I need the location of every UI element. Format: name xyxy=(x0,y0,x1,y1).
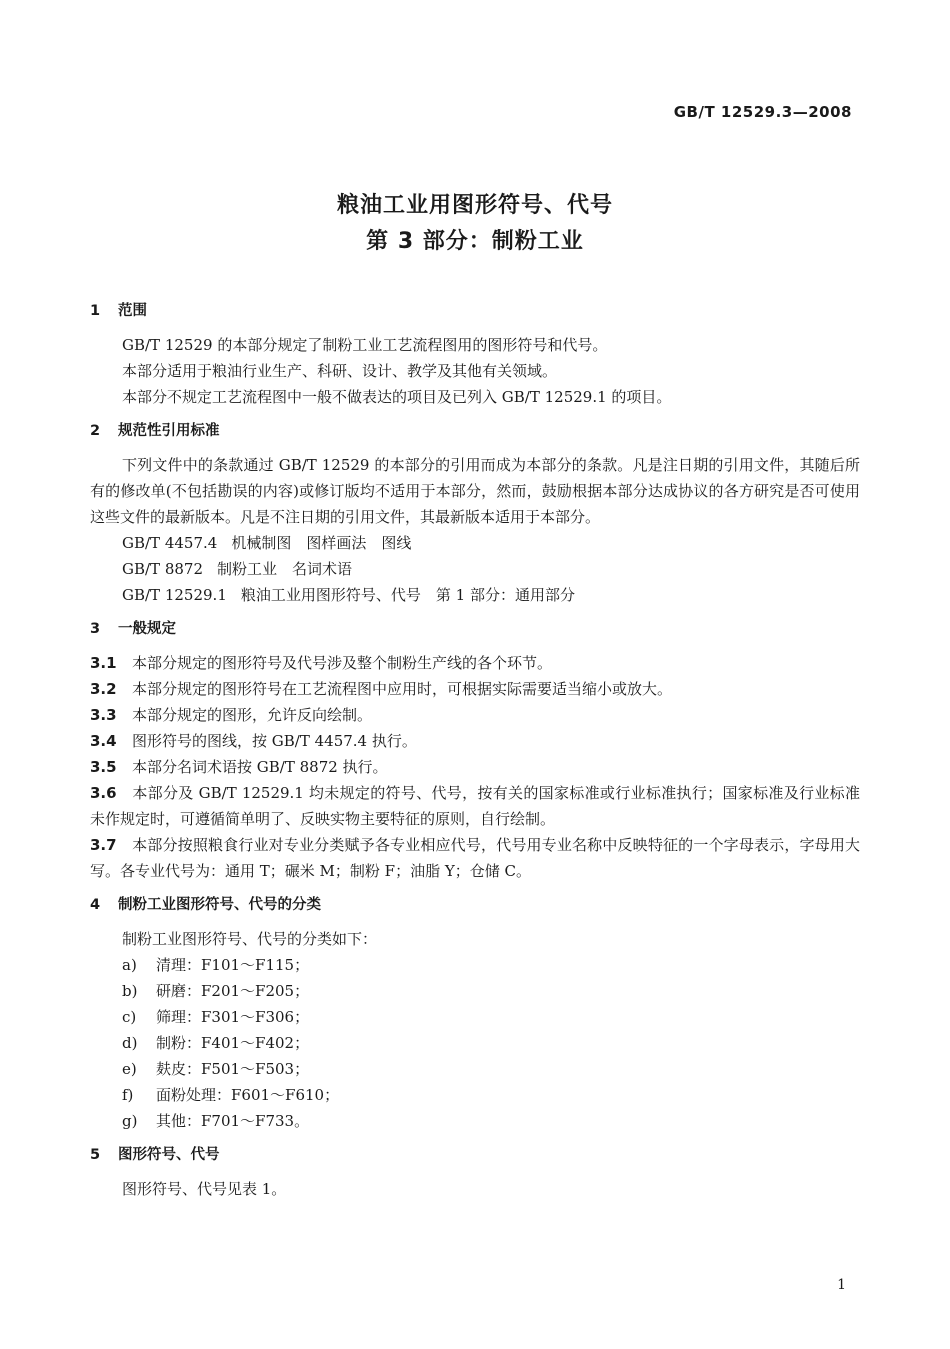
clause-number: 3.7 xyxy=(90,836,117,854)
clause xyxy=(90,728,860,754)
paragraph: 制粉工业图形符号、代号的分类如下： xyxy=(122,930,378,948)
list-text: 其他：F701～F733。 xyxy=(156,1112,310,1130)
list-item xyxy=(90,952,860,978)
list-label: f) xyxy=(122,1086,134,1104)
clause-number: 3.2 xyxy=(90,680,117,698)
clause-text: 本部分规定的图形符号在工艺流程图中应用时，可根据实际需要适当缩小或放大。 xyxy=(132,680,673,698)
list-text: 筛理：F301～F306； xyxy=(156,1008,310,1026)
list-item xyxy=(90,978,860,1004)
standard-number: GB/T 12529.3—2008 xyxy=(673,103,852,121)
list-item xyxy=(90,1056,860,1082)
list-item xyxy=(90,1030,860,1056)
reference-item xyxy=(90,530,860,556)
list-label: g) xyxy=(122,1112,138,1130)
clause xyxy=(90,650,860,676)
section-heading-1 xyxy=(90,298,860,324)
reference-title: 机械制图 图样画法 图线 xyxy=(231,534,412,552)
section-title: 一般规定 xyxy=(118,621,176,637)
list-text: 麸皮：F501～F503； xyxy=(156,1060,310,1078)
paragraph: 下列文件中的条款通过 GB/T 12529 的本部分的引用而成为本部分的条款。凡是注日期的引用文件，其随后所有的修改单(不包括勘误的内容)或修订版均不适用于本部分，然而，鼓励根据本部分达成协议的各方研究是否可使用这些文件的最新版本。凡是不注日期的引用文件，其最新版本适用于本部分。 xyxy=(90,456,860,526)
paragraph: 本部分适用于粮油行业生产、科研、设计、教学及其他有关领域。 xyxy=(122,362,558,380)
reference-code: GB/T 12529.1 xyxy=(122,586,227,604)
section-title: 图形符号、代号 xyxy=(118,1147,220,1163)
section-number: 1 xyxy=(90,303,101,319)
paragraph: 本部分不规定工艺流程图中一般不做表达的项目及已列入 GB/T 12529.1 的项目。 xyxy=(122,388,672,406)
section-number: 2 xyxy=(90,423,101,439)
section-number: 5 xyxy=(90,1147,101,1163)
list-label: d) xyxy=(122,1034,138,1052)
reference-item xyxy=(90,582,860,608)
clause-text: 本部分规定的图形符号及代号涉及整个制粉生产线的各个环节。 xyxy=(132,654,553,672)
classification-list xyxy=(90,952,860,1134)
document-subtitle: 第 3 部分：制粉工业 xyxy=(366,229,584,254)
list-label: c) xyxy=(122,1008,137,1026)
reference-title: 粮油工业用图形符号、代号 第 1 部分：通用部分 xyxy=(240,586,575,604)
clause-number: 3.5 xyxy=(90,758,117,776)
list-text: 制粉：F401～F402； xyxy=(156,1034,310,1052)
section-title: 制粉工业图形符号、代号的分类 xyxy=(118,897,321,913)
clause-number: 3.1 xyxy=(90,654,117,672)
list-label: a) xyxy=(122,956,137,974)
list-item xyxy=(90,1108,860,1134)
section-title: 规范性引用标准 xyxy=(118,423,220,439)
section-heading-4 xyxy=(90,892,860,918)
clause xyxy=(90,832,860,884)
list-item xyxy=(90,1082,860,1108)
clause xyxy=(90,754,860,780)
section-title: 范围 xyxy=(118,303,147,319)
reference-code: GB/T 8872 xyxy=(122,560,204,578)
clause-text: 本部分规定的图形，允许反向绘制。 xyxy=(132,706,373,724)
reference-code: GB/T 4457.4 xyxy=(122,534,218,552)
clause-number: 3.6 xyxy=(90,784,117,802)
reference-title: 制粉工业 名词术语 xyxy=(217,560,353,578)
section-heading-5 xyxy=(90,1142,860,1168)
list-item xyxy=(90,1004,860,1030)
clause-text: 本部分按照粮食行业对专业分类赋予各专业相应代号，代号用专业名称中反映特征的一个字母表示，字母用大写。各专业代号为：通用 T；碾米 M；制粉 F；油脂 Y；仓储 C。 xyxy=(90,836,860,880)
list-label: e) xyxy=(122,1060,137,1078)
clause xyxy=(90,780,860,832)
document-title: 粮油工业用图形符号、代号 xyxy=(336,193,613,218)
clause-text: 本部分及 GB/T 12529.1 均未规定的符号、代号，按有关的国家标准或行业标准执行；国家标准及行业标准未作规定时，可遵循简单明了、反映实物主要特征的原则，自行绘制。 xyxy=(90,784,860,828)
clause-text: 图形符号的图线，按 GB/T 4457.4 执行。 xyxy=(132,732,417,750)
section-heading-3 xyxy=(90,616,860,642)
page-number: 1 xyxy=(837,1277,846,1293)
normative-references xyxy=(90,530,860,608)
document-body xyxy=(90,298,860,1202)
paragraph: 图形符号、代号见表 1。 xyxy=(122,1180,287,1198)
list-label: b) xyxy=(122,982,138,1000)
list-text: 研磨：F201～F205； xyxy=(156,982,310,1000)
section-number: 3 xyxy=(90,621,101,637)
paragraph: GB/T 12529 的本部分规定了制粉工业工艺流程图用的图形符号和代号。 xyxy=(122,336,608,354)
list-text: 清理：F101～F115； xyxy=(156,956,310,974)
clause xyxy=(90,676,860,702)
clause-number: 3.4 xyxy=(90,732,117,750)
reference-item xyxy=(90,556,860,582)
list-text: 面粉处理：F601～F610； xyxy=(156,1086,340,1104)
section-number: 4 xyxy=(90,897,101,913)
section-heading-2 xyxy=(90,418,860,444)
clause xyxy=(90,702,860,728)
clause-text: 本部分名词术语按 GB/T 8872 执行。 xyxy=(132,758,388,776)
clause-number: 3.3 xyxy=(90,706,117,724)
